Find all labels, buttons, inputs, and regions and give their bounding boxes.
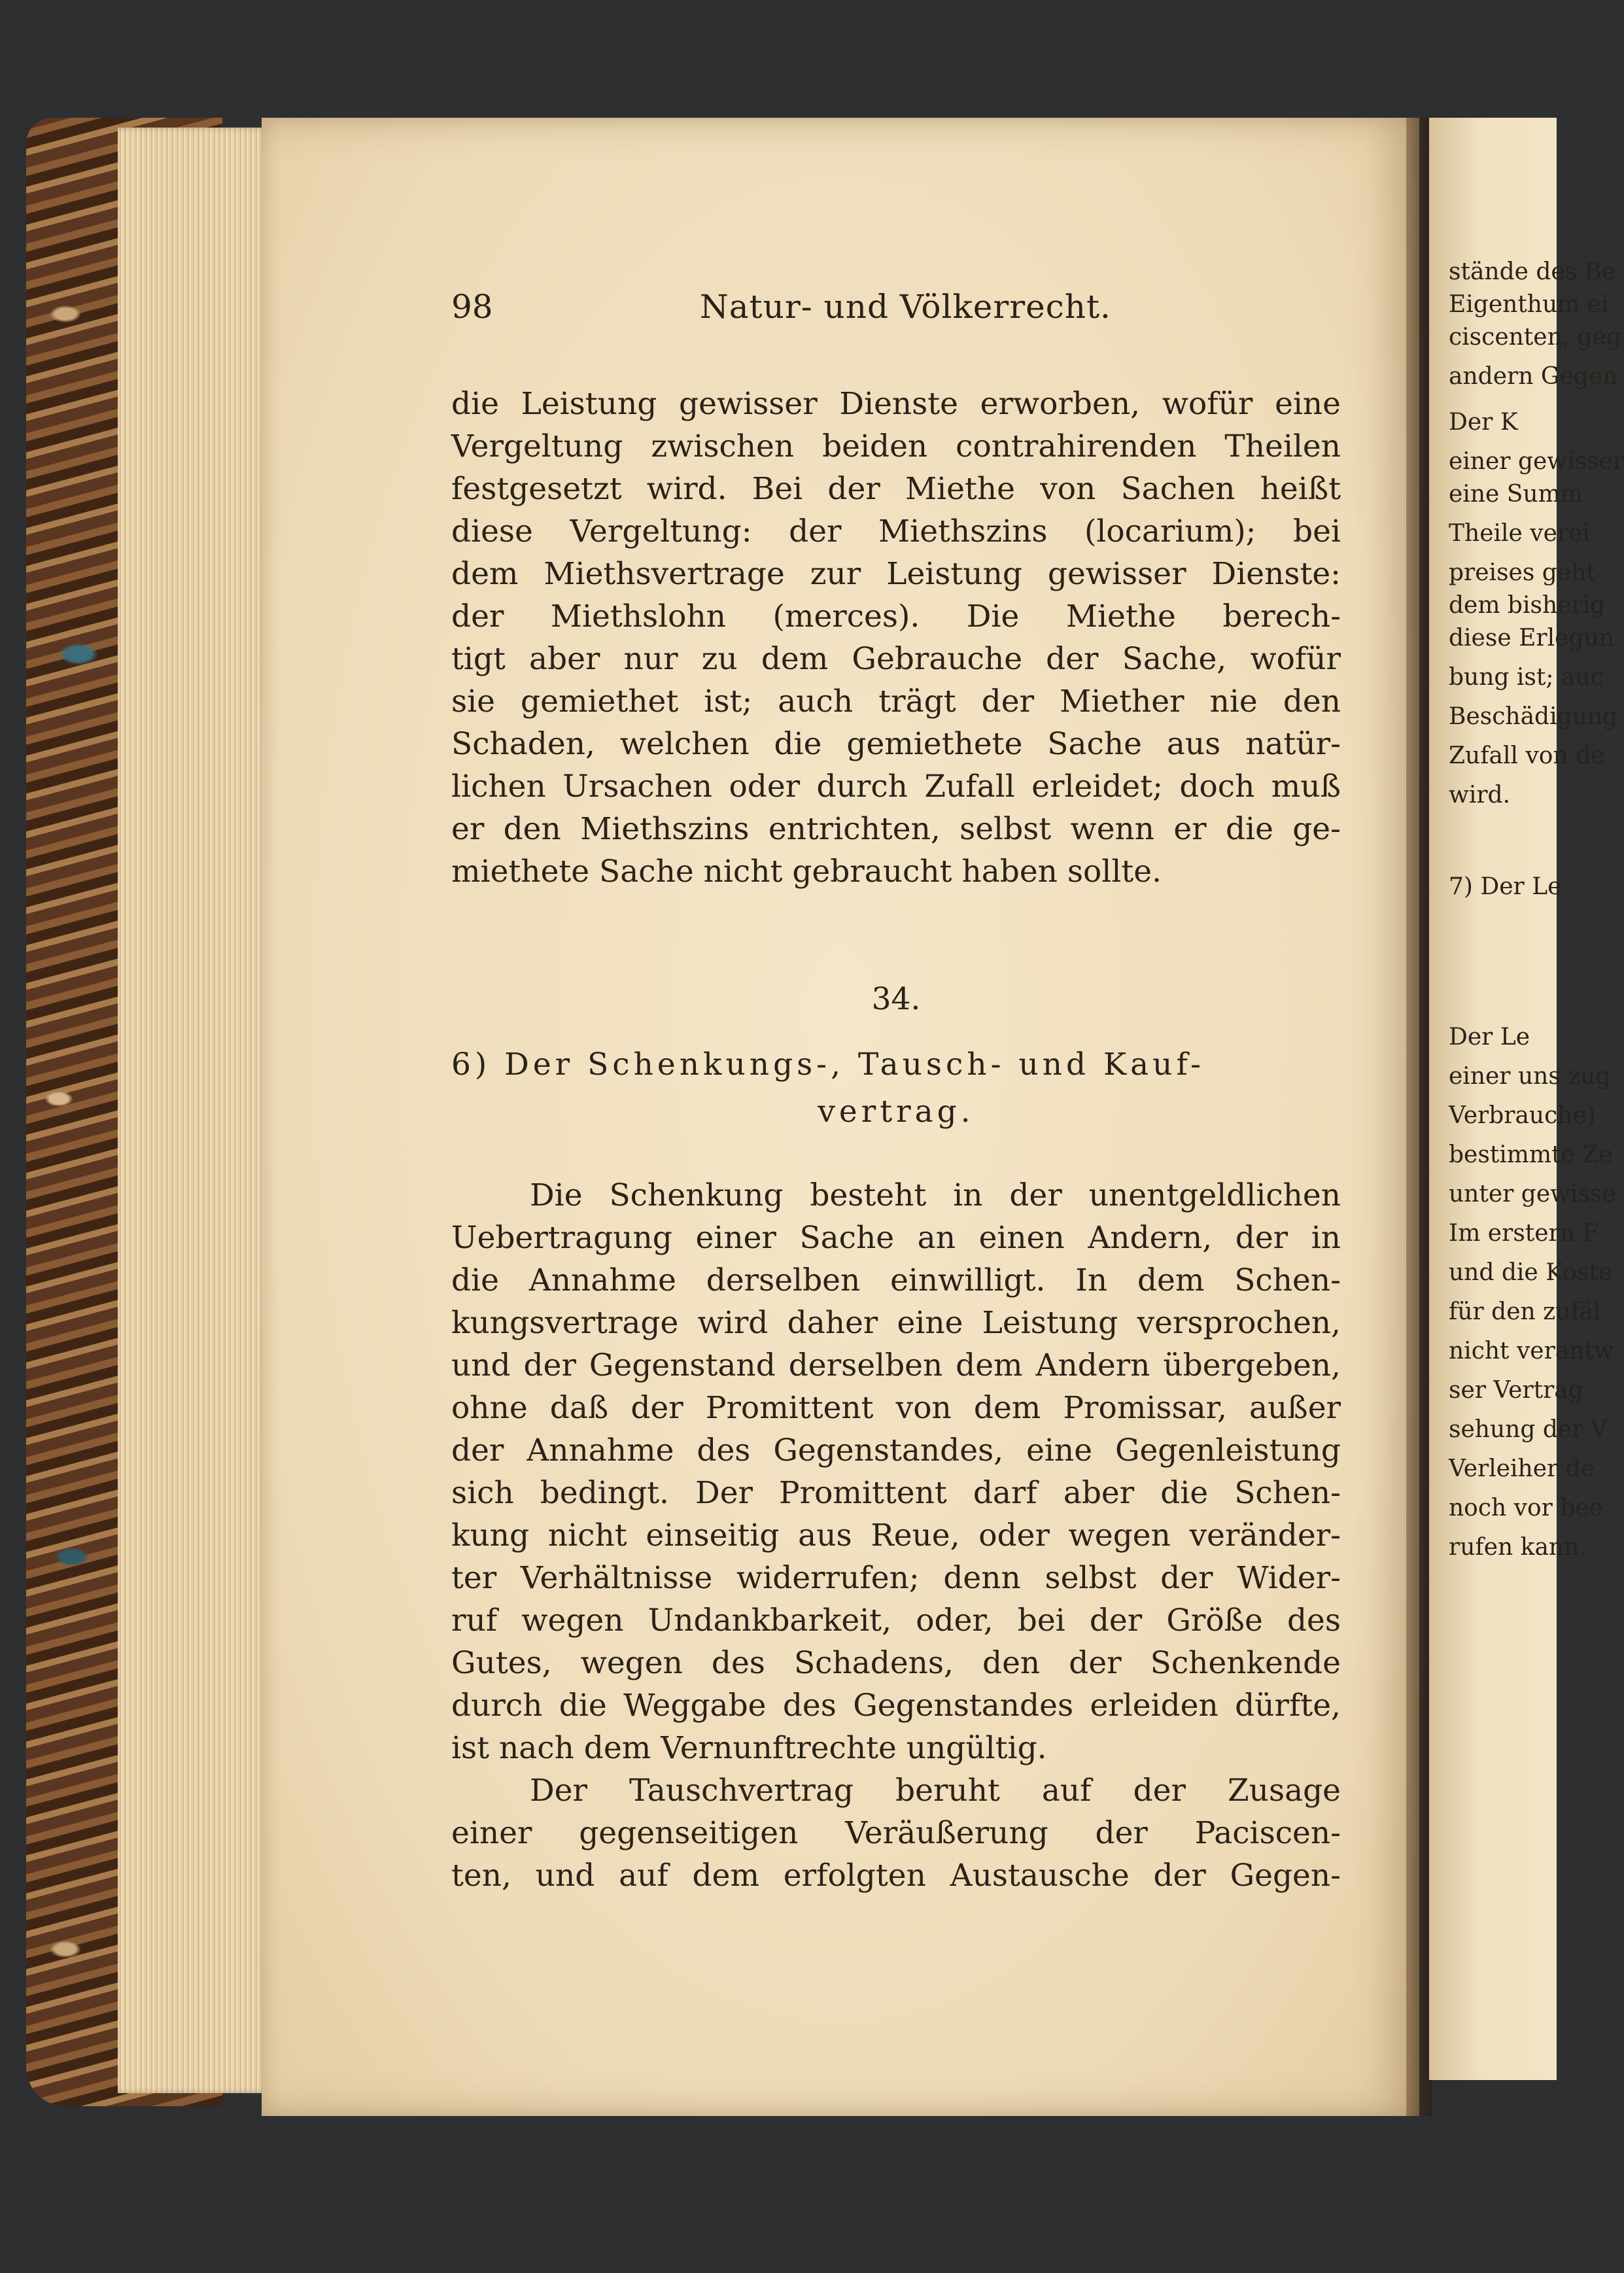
text-line: Der Tauschvertrag beruht auf der Zusage xyxy=(530,1773,1341,1809)
text-line: Vergeltung zwischen beiden contrahirenden Theilen xyxy=(451,428,1341,464)
text-line: kung nicht einseitig aus Reue, oder wegen veränder- xyxy=(451,1518,1341,1553)
facing-page-line: einer uns zug xyxy=(1449,1063,1611,1090)
facing-page-line: für den zufäl xyxy=(1449,1298,1601,1325)
section-heading-line-2: vertrag. xyxy=(818,1094,975,1130)
facing-page-line: dem bisherig xyxy=(1449,592,1606,619)
text-line: sich bedingt. Der Promittent darf aber die Schen- xyxy=(451,1475,1341,1511)
facing-page-line: Im erstern F xyxy=(1449,1220,1599,1247)
running-head xyxy=(451,288,1354,340)
text-line: Die Schenkung besteht in der unentgeldlichen xyxy=(530,1177,1341,1213)
text-line: dem Miethsvertrage zur Leistung gewisser Dienste: xyxy=(451,556,1341,592)
text-line: ter Verhältnisse widerrufen; denn selbst der Wider- xyxy=(451,1560,1341,1596)
facing-page-line: und die Koste xyxy=(1449,1259,1613,1286)
text-line: lichen Ursachen oder durch Zufall erleidet; doch muß xyxy=(451,769,1341,805)
facing-page-line: einer gewisser xyxy=(1449,448,1624,475)
facing-page-line: ciscenten, geg xyxy=(1449,324,1622,351)
text-line: durch die Weggabe des Gegenstandes erleiden dürfte, xyxy=(451,1688,1341,1724)
text-line: der Miethslohn (merces). Die Miethe berech- xyxy=(451,599,1341,634)
text-line: diese Vergeltung: der Miethszins (locarium); bei xyxy=(451,513,1341,549)
facing-page-line: stände des Be xyxy=(1449,258,1616,285)
text-line: und der Gegenstand derselben dem Andern übergeben, xyxy=(451,1347,1341,1383)
paragraph-2 xyxy=(451,1174,1341,1897)
text-line: der Annahme des Gegenstandes, eine Gegenleistung xyxy=(451,1432,1341,1468)
text-line: Gutes, wegen des Schadens, den der Schenkende xyxy=(451,1645,1341,1681)
facing-page-line: Verbrauche) xyxy=(1449,1102,1596,1129)
running-title: Natur- und Völkerrecht. xyxy=(700,288,1111,326)
facing-page-line: Beschädigung xyxy=(1449,703,1618,730)
book-gutter xyxy=(1406,118,1432,2116)
text-line: ist nach dem Vernunftrechte ungültig. xyxy=(451,1730,1047,1766)
facing-page-line: rufen kann. xyxy=(1449,1534,1587,1561)
facing-page-line: 7) Der Le xyxy=(1449,873,1562,900)
facing-page-line: nicht verantw xyxy=(1449,1338,1614,1364)
facing-page-line: wird. xyxy=(1449,782,1511,808)
text-line: Schaden, welchen die gemiethete Sache aus natür- xyxy=(451,726,1341,762)
paragraph-1 xyxy=(451,383,1341,893)
facing-page-line: Zufall von de xyxy=(1449,742,1605,769)
text-line: sie gemiethet ist; auch trägt der Miether nie den xyxy=(451,684,1341,720)
facing-page-line: preises geht xyxy=(1449,559,1596,586)
facing-page-line: Eigenthum ei xyxy=(1449,291,1609,318)
facing-page-line: sehung der V xyxy=(1449,1416,1608,1443)
facing-page-line: unter gewisse xyxy=(1449,1181,1616,1207)
text-line: miethete Sache nicht gebraucht haben sollte. xyxy=(451,854,1162,890)
text-line: kungsvertrage wird daher eine Leistung versprochen, xyxy=(451,1305,1341,1341)
text-line: festgesetzt wird. Bei der Miethe von Sachen heißt xyxy=(451,471,1341,507)
text-line: ruf wegen Undankbarkeit, oder, bei der Größe des xyxy=(451,1603,1341,1639)
section-number: 34. xyxy=(871,981,921,1017)
text-line: die Leistung gewisser Dienste erworben, wofür eine xyxy=(451,386,1341,422)
facing-page-line: bestimmte Ze xyxy=(1449,1141,1613,1168)
facing-page-line: Der K xyxy=(1449,409,1518,436)
facing-page-line: eine Summ xyxy=(1449,481,1583,508)
section-heading-line-1: 6) Der Schenkungs-, Tausch- und Kauf- xyxy=(451,1047,1205,1083)
page-edges xyxy=(118,128,268,2093)
facing-page-line: Der Le xyxy=(1449,1024,1530,1050)
text-line: tigt aber nur zu dem Gebrauche der Sache, wofür xyxy=(451,641,1341,677)
facing-page-line: bung ist; auc xyxy=(1449,664,1604,691)
text-line: ohne daß der Promittent von dem Promissar, außer xyxy=(451,1390,1341,1426)
facing-page-line: andern Gegen xyxy=(1449,363,1618,390)
facing-page xyxy=(1429,118,1624,2080)
text-line: die Annahme derselben einwilligt. In dem Schen- xyxy=(451,1262,1341,1298)
page-number: 98 xyxy=(451,288,493,326)
facing-page-line: Verleiher de xyxy=(1449,1455,1595,1482)
facing-page-line: diese Erlegun xyxy=(1449,625,1614,651)
facing-page-line: Theile verei xyxy=(1449,520,1590,547)
facing-page-line: ser Vertrag xyxy=(1449,1377,1583,1404)
text-line: ten, und auf dem erfolgten Austausche der Gegen- xyxy=(451,1858,1341,1894)
text-line: er den Miethszins entrichten, selbst wenn er die ge- xyxy=(451,811,1341,847)
facing-page-line: noch vor bee xyxy=(1449,1495,1603,1521)
text-line: Uebertragung einer Sache an einen Andern, der in xyxy=(451,1220,1341,1256)
text-line: einer gegenseitigen Veräußerung der Paciscen- xyxy=(451,1815,1341,1851)
